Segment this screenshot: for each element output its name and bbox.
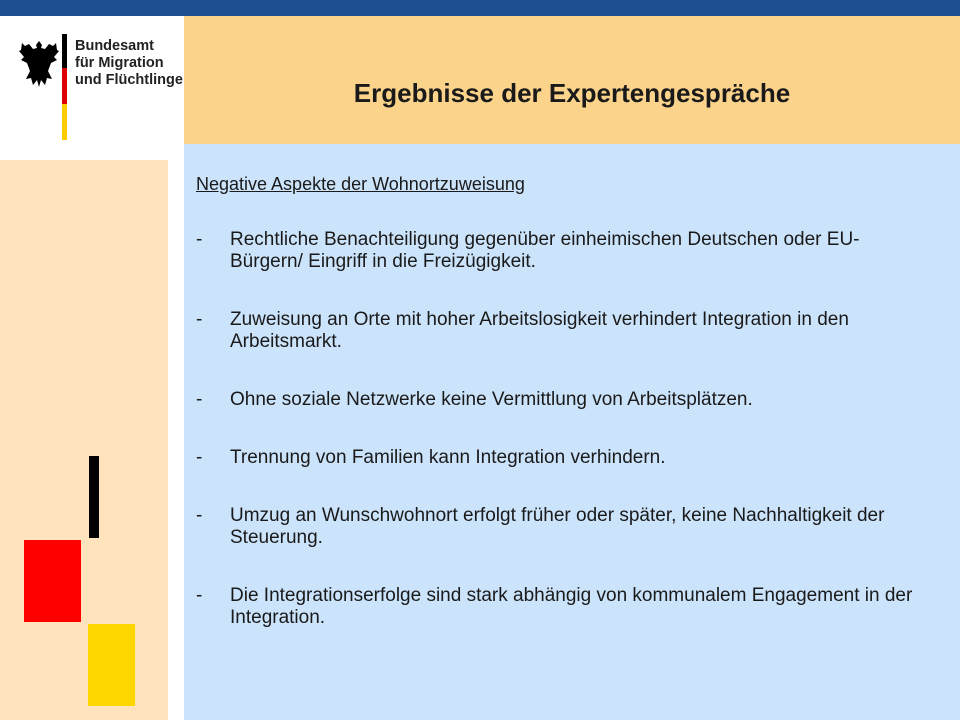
bullet-dash: - <box>196 389 203 410</box>
logo-line: und Flüchtlinge <box>75 72 183 88</box>
logo-line: Bundesamt <box>75 38 154 54</box>
list-item-text: Umzug an Wunschwohnort erfolgt früher oder später, keine Nachhaltigkeit der Steuerung. <box>230 505 885 548</box>
decor-yellow-block <box>88 624 135 706</box>
sidebar-decoration <box>0 160 168 720</box>
list-item <box>196 585 916 629</box>
list-item-text: Rechtliche Benachteiligung gegenüber einheimischen Deutschen oder EU-Bürgern/ Eingriff in die Freizügigkeit. <box>230 229 860 272</box>
list-item-text: Trennung von Familien kann Integration verhindern. <box>230 447 666 468</box>
list-item <box>196 229 916 273</box>
list-item <box>196 447 916 469</box>
bullet-dash: - <box>196 447 203 468</box>
federal-eagle-icon <box>18 38 60 90</box>
decor-black-bar <box>89 456 99 538</box>
list-item <box>196 505 916 549</box>
list-item-text: Zuweisung an Orte mit hoher Arbeitslosigkeit verhindert Integration in den Arbeitsmarkt. <box>230 309 849 352</box>
decor-red-block <box>24 540 81 622</box>
page-title: Ergebnisse der Expertengespräche <box>353 78 791 108</box>
top-bar <box>0 0 960 16</box>
flag-stripe-red <box>62 68 67 104</box>
list-item <box>196 309 916 353</box>
logo-line: für Migration <box>75 55 164 71</box>
logo-text <box>75 38 183 89</box>
flag-stripe-black <box>62 34 67 68</box>
section-heading: Negative Aspekte der Wohnortzuweisung <box>196 174 525 194</box>
bullet-dash: - <box>196 505 203 526</box>
list-item <box>196 389 916 411</box>
list-item-text: Die Integrationserfolge sind stark abhängig von kommunalem Engagement in der Integration. <box>230 585 913 628</box>
content-panel <box>184 144 960 720</box>
title-banner <box>184 16 960 144</box>
bamf-logo <box>0 16 184 144</box>
list-item-text: Ohne soziale Netzwerke keine Vermittlung von Arbeitsplätzen. <box>230 389 753 410</box>
bullet-dash: - <box>196 309 203 330</box>
bullet-list <box>196 229 916 665</box>
bullet-dash: - <box>196 585 203 606</box>
flag-stripe-gold <box>62 104 67 140</box>
bullet-dash: - <box>196 229 203 250</box>
